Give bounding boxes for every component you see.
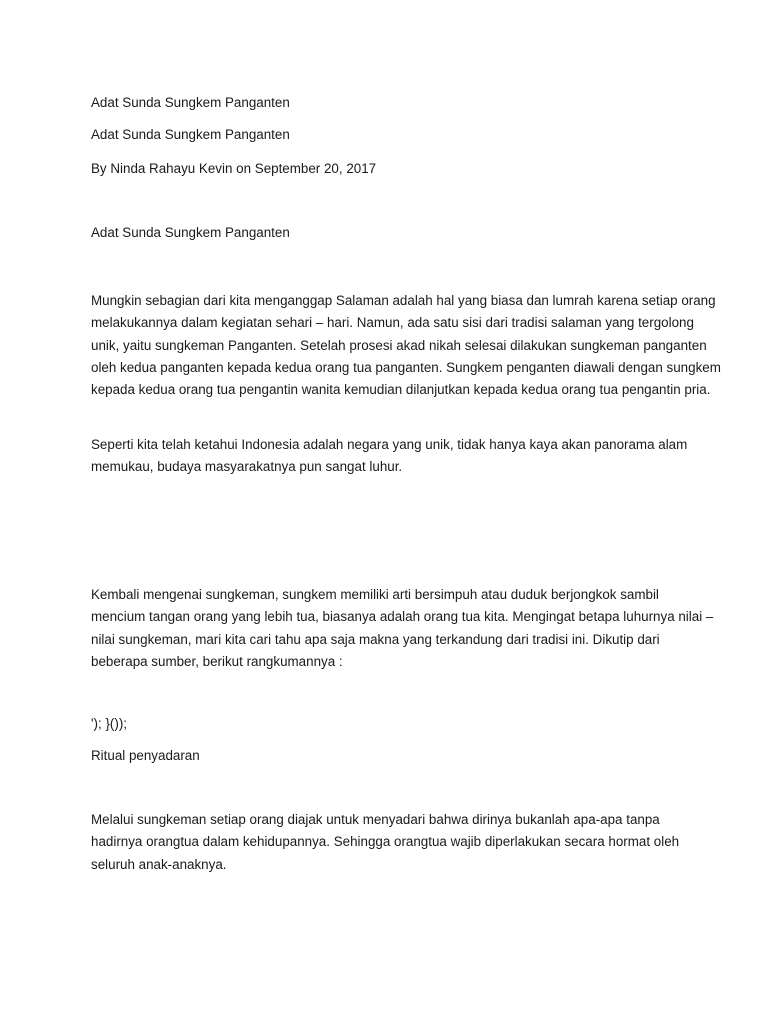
paragraph-line: unik, yaitu sungkeman Panganten. Setelah prosesi akad nikah selesai dilakukan sungkeman panganten [91, 337, 707, 353]
paragraph-line: melakukannya dalam kegiatan sehari – hari. Namun, ada satu sisi dari tradisi salaman yang tergolong [91, 315, 694, 331]
document-title-repeat: Adat Sunda Sungkem Panganten [91, 127, 290, 142]
paragraph-line: kepada kedua orang tua pengantin wanita kemudian dilanjutkan kepada kedua orang tua pengantin pria. [91, 382, 711, 398]
article-heading: Adat Sunda Sungkem Panganten [91, 225, 290, 240]
code-fragment: '); }()); [91, 716, 128, 731]
paragraph-line: mencium tangan orang yang lebih tua, biasanya adalah orang tua kita. Mengingat betapa luhurnya nilai – [91, 609, 714, 625]
paragraph-line: hadirnya orangtua dalam kehidupannya. Sehingga orangtua wajib diperlakukan secara hormat oleh [91, 834, 680, 850]
paragraph-line: oleh kedua panganten kepada kedua orang tua panganten. Sungkem penganten diawali dengan sungkem [91, 359, 721, 375]
paragraph-line: Mungkin sebagian dari kita menganggap Salaman adalah hal yang biasa dan lumrah karena setiap orang [91, 293, 716, 308]
paragraph-indonesia [91, 434, 691, 479]
document-title: Adat Sunda Sungkem Panganten [91, 95, 290, 110]
paragraph-line: Kembali mengenai sungkeman, sungkem memiliki arti bersimpuh atau duduk berjongkok sambil [91, 587, 659, 602]
paragraph-line: seluruh anak-anaknya. [91, 856, 227, 872]
byline: By Ninda Rahayu Kevin on September 20, 2017 [91, 161, 377, 176]
paragraph-line: Seperti kita telah ketahui Indonesia adalah negara yang unik, tidak hanya kaya akan panorama alam [91, 437, 688, 452]
paragraph-intro [91, 290, 721, 401]
paragraph-ritual [91, 809, 691, 876]
paragraph-line: Melalui sungkeman setiap orang diajak untuk menyadari bahwa dirinya bukanlah apa-apa tanpa [91, 812, 660, 827]
paragraph-line: beberapa sumber, berikut rangkumannya : [91, 653, 343, 669]
section-subheading: Ritual penyadaran [91, 748, 200, 763]
paragraph-line: nilai sungkeman, mari kita cari tahu apa saja makna yang terkandung dari tradisi ini. Dikutip dari [91, 631, 660, 647]
paragraph-sungkeman [91, 584, 714, 673]
paragraph-line: memukau, budaya masyarakatnya pun sangat luhur. [91, 459, 403, 475]
